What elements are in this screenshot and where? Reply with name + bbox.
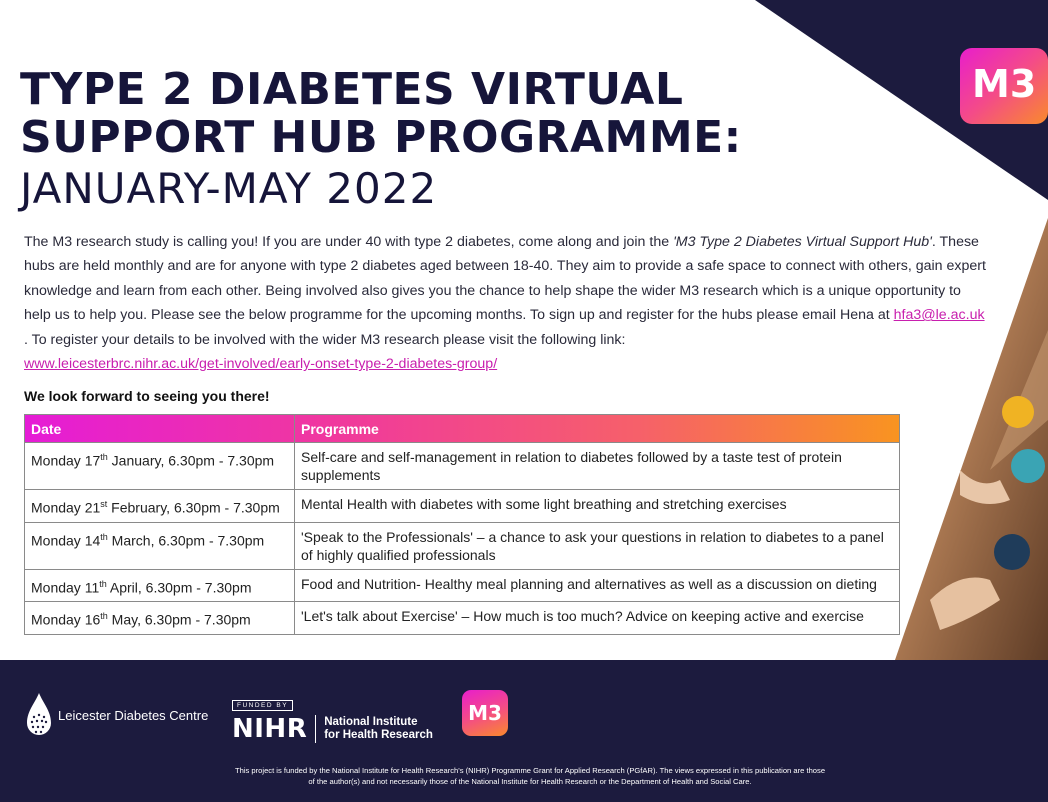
table-row [25,490,900,523]
date-cell: Monday 21st February, 6.30pm - 7.30pm [25,490,295,523]
programme-cell: Self-care and self-management in relation to diabetes followed by a taste test of protein supplements [295,443,900,490]
hub-name: 'M3 Type 2 Diabetes Virtual Support Hub' [673,234,932,250]
m3-corner-logo-text: M3 [972,62,1037,106]
table-header-row [25,415,900,443]
intro-paragraph [24,230,989,376]
table-row [25,522,900,569]
programme-cell: Mental Health with diabetes with some light breathing and stretching exercises [295,490,900,523]
date-cell: Monday 17th January, 6.30pm - 7.30pm [25,443,295,490]
funded-by-label: FUNDED BY [232,700,293,711]
nihr-full-name: National Institute for Health Research [324,716,433,741]
page-title [20,66,880,214]
title-line-2: SUPPORT HUB PROGRAMME: [20,112,742,163]
nihr-logo [232,694,433,744]
nihr-divider [315,715,316,743]
ldc-name: Leicester Diabetes Centre [58,707,209,723]
programme-table [24,414,900,635]
puzzle-piece-navy-icon [994,534,1030,570]
funding-disclaimer: This project is funded by the National Institute for Health Research's (NIHR) Programme Grant for Applied Research (PGfAR). The views expressed in this publication are those of the author(s) and not necessarily those of the National Institute for Health Research or the Department of Health and Social Care. [234,766,826,786]
programme-cell: Food and Nutrition- Healthy meal planning and alternatives as well as a discussion on dieting [295,569,900,602]
header-programme: Programme [295,415,900,443]
research-link[interactable]: www.leicesterbrc.nihr.ac.uk/get-involved/early-onset-type-2-diabetes-group/ [24,356,498,373]
puzzle-piece-yellow-icon [1002,396,1034,428]
date-cell: Monday 16th May, 6.30pm - 7.30pm [25,602,295,635]
leicester-diabetes-centre-logo [24,690,208,740]
m3-footer-logo: M3 [462,690,508,736]
table-row [25,602,900,635]
date-cell: Monday 14th March, 6.30pm - 7.30pm [25,522,295,569]
programme-cell: 'Speak to the Professionals' – a chance to ask your questions in relation to diabetes to a panel of highly qualified professionals [295,522,900,569]
intro-text-2: . These hubs are held monthly and are for anyone with type 2 diabetes aged between 18-40. They aim to provide a safe space to connect with others, gain expert knowledge and learn from each other. Being involved also gives you the chance to help shape the wider M3 research which is a unique opportunity to help us to help you. Please see the below programme for the upcoming months. To sign up and register for the hubs please email Hena at [24,234,986,324]
puzzle-piece-teal-icon [1011,449,1045,483]
table-row [25,569,900,602]
water-drop-icon [24,691,54,739]
title-dates: JANUARY-MAY 2022 [20,164,438,213]
header-date: Date [25,415,295,443]
intro-text-3: . To register your details to be involved with the wider M3 research please visit the following link: [24,331,626,348]
title-line-1: TYPE 2 DIABETES VIRTUAL [20,64,684,115]
nihr-wordmark: NIHR [232,714,308,744]
table-row [25,443,900,490]
intro-text-1: The M3 research study is calling you! If you are under 40 with type 2 diabetes, come along and join the [24,234,674,250]
date-cell: Monday 11th April, 6.30pm - 7.30pm [25,569,295,602]
look-forward-text: We look forward to seeing you there! [24,388,270,404]
email-link[interactable]: hfa3@le.ac.uk [893,307,985,324]
programme-cell: 'Let's talk about Exercise' – How much is too much? Advice on keeping active and exercise [295,602,900,635]
